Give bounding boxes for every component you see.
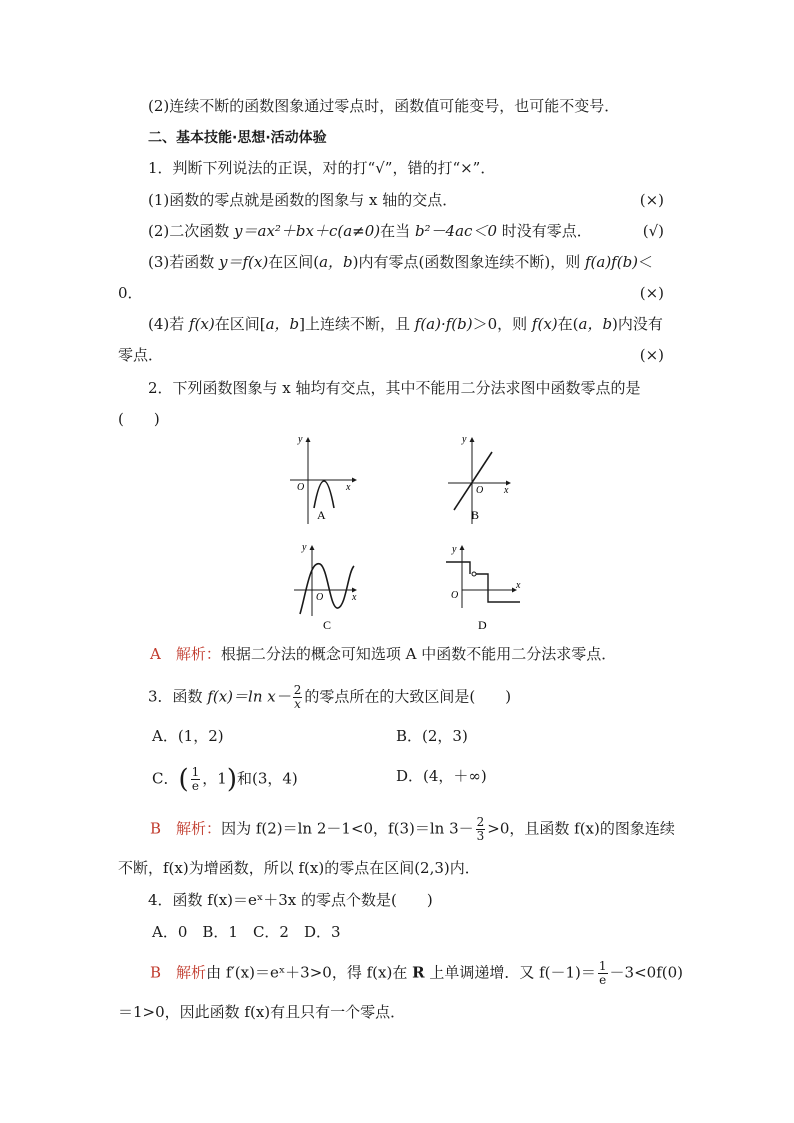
q1-item-3-cont: 0． [118,284,143,302]
graph-d-y-arrow [460,545,465,550]
question-2: 2．下列函数图象与 x 轴均有交点，其中不能用二分法求图中函数零点的是 [148,379,641,397]
q4-solution: B 解析由 f′(x)＝eˣ＋3>0，得 f(x)在 R 上单调递增．又 f(－1)＝ $\frac{1}{e}$ －3<0f(0) [150,959,684,987]
graph-b-x-label: x [504,485,509,496]
graph-d-step-2 [474,574,520,602]
q4-solution-cont: ＝1>0，因此函数 f(x)有且只有一个零点． [118,1003,406,1021]
q3-solution-fraction: $\frac{2}{3}$ [476,815,485,843]
graph-d-origin: O [451,590,459,601]
graph-a-curve [314,481,334,508]
question-1: 1．判断下列说法的正误，对的打“√”，错的打“×”． [148,159,496,177]
q1-item-1: (1)函数的零点就是函数的图象与 x 轴的交点． [148,191,458,209]
q1-item-4-mark: (×) [639,346,664,364]
q3-answer: B [150,819,162,838]
q3-option-b: B．(2，3) [396,727,468,745]
q4-answer: B [150,963,162,982]
q3-solution: B 解析：因为 f(2)＝ln 2－1<0，f(3)＝ln 3－ $\frac{2}{3}$ >0，且函数 f(x)的图象连续 [150,815,675,843]
graph-c-y-label: y [302,542,307,553]
q3-analysis-label: 解析： [176,819,222,838]
question-2-paren: ( ) [118,410,160,428]
q3-option-c: C．( $\frac{1}{e}$ ，1)和(3，4) [152,764,298,795]
q3-fraction: $\frac{2}{x}$ [293,683,302,711]
q1-item-4-cont: 零点． [118,346,164,364]
line-1: (2)连续不断的函数图象通过零点时，函数值可能变号，也可能不变号． [148,97,620,115]
graph-d-caption: D [478,618,487,632]
q4-options: A．0 B．1 C．2 D．3 [152,923,341,941]
graph-c-x-label: x [352,592,357,603]
graph-d-x-label: x [516,580,521,591]
graph-a-origin: O [297,482,305,493]
graph-b [444,430,519,525]
graph-c-caption: C [323,618,332,632]
q1-item-3: (3)若函数 y＝f(x)在区间(a，b)内有零点(函数图象连续不断)，则 f(a)f(b)＜ [148,253,654,271]
graph-b-origin: O [476,485,484,496]
q4-solution-fraction: $\frac{1}{e}$ [598,959,607,987]
graph-d-step-1 [446,562,470,574]
q1-item-4: (4)若 f(x)在区间[a，b]上连续不断，且 f(a)·f(b)＞0，则 f(x)在(a，b)内没有 [148,315,663,333]
q3-option-a: A．(1，2) [152,727,224,745]
graph-a-x-label: x [346,482,351,493]
q1-item-2-mark: (√) [642,222,664,240]
q2-solution: A 解析：根据二分法的概念可知选项 A 中函数不能用二分法求零点． [150,645,617,663]
graph-d-open-dot [472,572,476,576]
graph-d-y-label: y [452,544,457,555]
graph-a-y-arrow [306,437,311,442]
graph-b-line [454,452,492,510]
q3-option-c-fraction: $\frac{1}{e}$ [191,765,200,793]
graph-b-y-label: y [462,434,467,445]
graph-c [290,538,365,633]
graph-c-origin: O [316,592,324,603]
graph-b-caption: B [471,508,480,522]
graph-d [442,538,524,633]
graph-a-x-arrow [352,478,357,483]
q1-item-3-mark: (×) [639,284,664,302]
q2-analysis-label: 解析： [175,645,221,663]
q4-analysis-label: 解析 [176,963,207,982]
graph-b-y-arrow [470,437,475,442]
graph-c-y-arrow [310,545,315,550]
graph-a-caption: A [317,508,326,522]
question-4: 4．函数 f(x)＝eˣ＋3x 的零点个数是( ) [148,891,433,909]
q1-item-1-mark: (×) [639,191,664,209]
q1-item-2: (2)二次函数 y＝ax²＋bx＋c(a≠0)在当 b²－4ac＜0 时没有零点． [148,222,592,240]
q2-answer: A [150,645,161,663]
graph-c-curve [300,564,354,614]
q3-option-d: D．(4，＋∞) [396,767,487,785]
graph-a-y-label: y [298,434,303,445]
graph-a [290,430,360,525]
question-3: 3．函数 f(x)＝ln x－ $\frac{2}{x}$ 的零点所在的大致区间是( ) [148,683,512,711]
section-heading: 二、基本技能·思想·活动体验 [148,130,327,146]
q3-solution-cont: 不断，f(x)为增函数，所以 f(x)的零点在区间(2,3)内． [118,859,480,877]
